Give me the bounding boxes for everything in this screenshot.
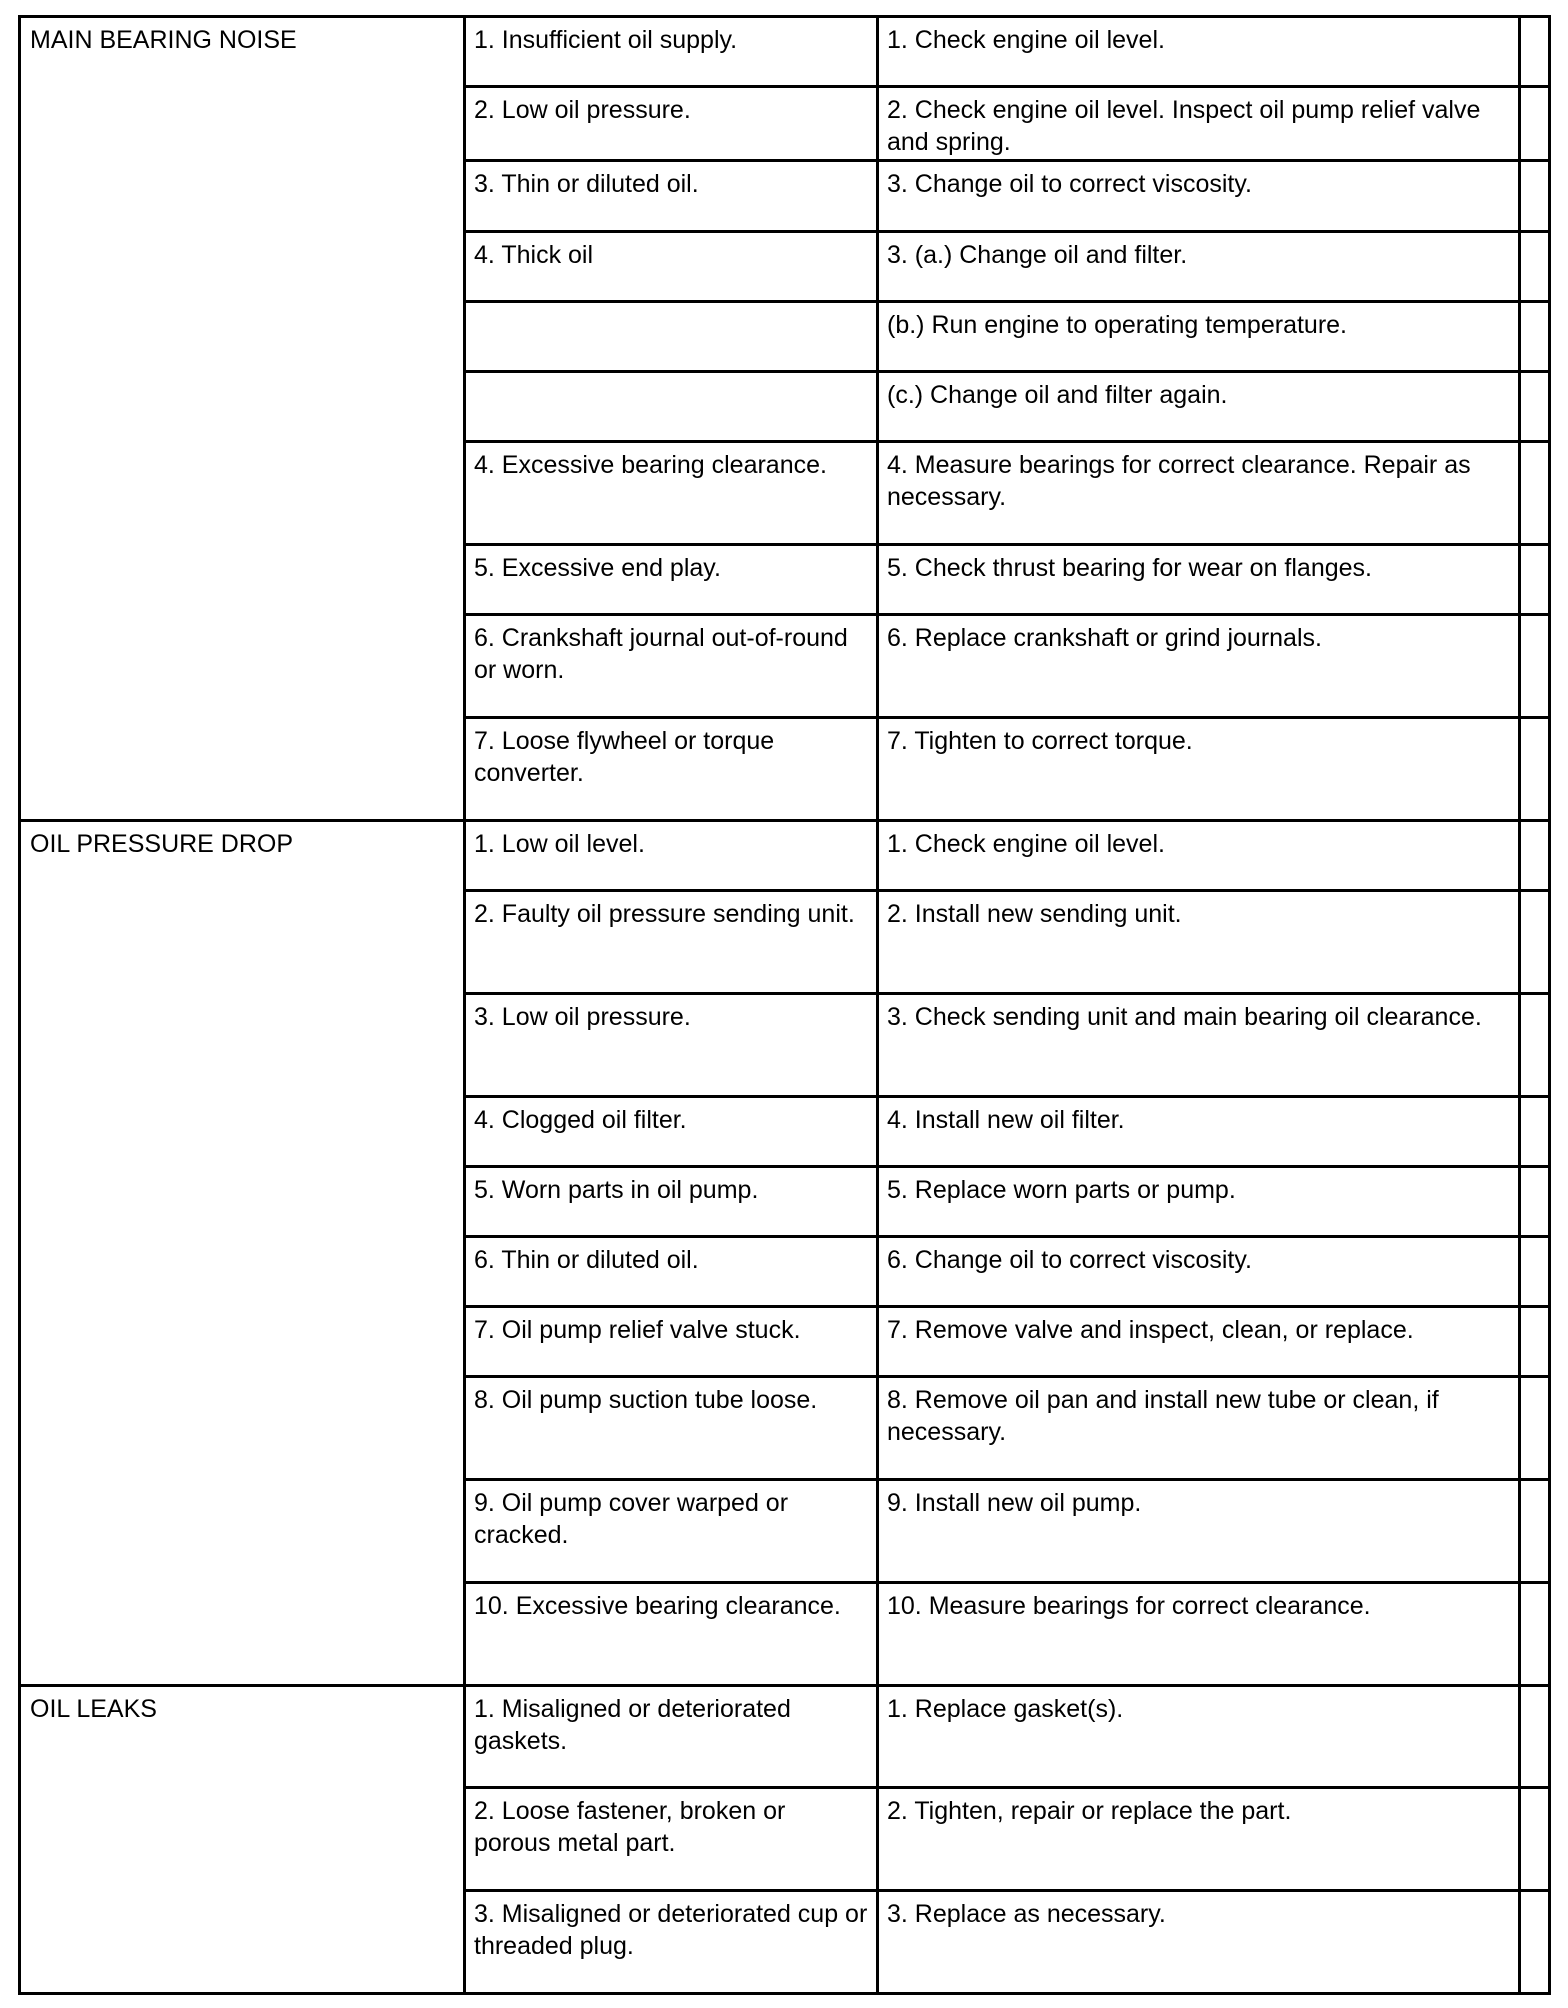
correction-cell: (c.) Change oil and filter again.: [878, 372, 1520, 442]
correction-cell: 2. Tighten, repair or replace the part.: [878, 1788, 1520, 1891]
cause-cell: 3. Low oil pressure.: [465, 993, 878, 1096]
cause-cell: 2. Low oil pressure.: [465, 87, 878, 161]
condition-cell: MAIN BEARING NOISE: [20, 17, 465, 821]
condition-cell: OIL PRESSURE DROP: [20, 820, 465, 1685]
cause-cell: 5. Excessive end play.: [465, 545, 878, 615]
cause-cell: 7. Loose flywheel or torque converter.: [465, 718, 878, 821]
cause-cell: 8. Oil pump suction tube loose.: [465, 1377, 878, 1480]
cause-cell: 3. Misaligned or deteriorated cup or threaded plug.: [465, 1891, 878, 1994]
correction-cell: 3. Change oil to correct viscosity.: [878, 161, 1520, 231]
cause-cell: 1. Insufficient oil supply.: [465, 17, 878, 87]
correction-cell: 4. Install new oil filter.: [878, 1096, 1520, 1166]
correction-cell: 1. Replace gasket(s).: [878, 1685, 1520, 1788]
cause-cell: 6. Crankshaft journal out-of-round or worn.: [465, 615, 878, 718]
correction-cell: 7. Remove valve and inspect, clean, or replace.: [878, 1307, 1520, 1377]
diagnosis-table: [18, 15, 1551, 1995]
spacer-cell: [1520, 17, 1550, 87]
cause-cell: 6. Thin or diluted oil.: [465, 1236, 878, 1306]
cause-cell: 1. Low oil level.: [465, 820, 878, 890]
cause-cell: 3. Thin or diluted oil.: [465, 161, 878, 231]
correction-cell: 5. Replace worn parts or pump.: [878, 1166, 1520, 1236]
spacer-cell: [1520, 545, 1550, 615]
spacer-cell: [1520, 1685, 1550, 1788]
correction-cell: 9. Install new oil pump.: [878, 1480, 1520, 1583]
correction-cell: 1. Check engine oil level.: [878, 17, 1520, 87]
spacer-cell: [1520, 1096, 1550, 1166]
cause-cell: 5. Worn parts in oil pump.: [465, 1166, 878, 1236]
correction-cell: 8. Remove oil pan and install new tube or clean, if necessary.: [878, 1377, 1520, 1480]
correction-cell: 2. Install new sending unit.: [878, 890, 1520, 993]
spacer-cell: [1520, 1307, 1550, 1377]
correction-cell: 3. (a.) Change oil and filter.: [878, 231, 1520, 301]
correction-cell: 2. Check engine oil level. Inspect oil pump relief valve and spring.: [878, 87, 1520, 161]
spacer-cell: [1520, 301, 1550, 371]
correction-cell: 4. Measure bearings for correct clearance. Repair as necessary.: [878, 442, 1520, 545]
cause-cell: [465, 301, 878, 371]
spacer-cell: [1520, 1377, 1550, 1480]
spacer-cell: [1520, 442, 1550, 545]
table-row: [20, 820, 1550, 890]
table-row: [20, 17, 1550, 87]
spacer-cell: [1520, 993, 1550, 1096]
cause-cell: 2. Faulty oil pressure sending unit.: [465, 890, 878, 993]
spacer-cell: [1520, 1166, 1550, 1236]
spacer-cell: [1520, 161, 1550, 231]
correction-cell: 10. Measure bearings for correct clearance.: [878, 1582, 1520, 1685]
cause-cell: 4. Clogged oil filter.: [465, 1096, 878, 1166]
correction-cell: 6. Replace crankshaft or grind journals.: [878, 615, 1520, 718]
correction-cell: 5. Check thrust bearing for wear on flanges.: [878, 545, 1520, 615]
correction-cell: 3. Replace as necessary.: [878, 1891, 1520, 1994]
cause-cell: 9. Oil pump cover warped or cracked.: [465, 1480, 878, 1583]
cause-cell: 10. Excessive bearing clearance.: [465, 1582, 878, 1685]
spacer-cell: [1520, 1480, 1550, 1583]
table-row: [20, 1685, 1550, 1788]
cause-cell: 1. Misaligned or deteriorated gaskets.: [465, 1685, 878, 1788]
spacer-cell: [1520, 1788, 1550, 1891]
correction-cell: 1. Check engine oil level.: [878, 820, 1520, 890]
spacer-cell: [1520, 1582, 1550, 1685]
cause-cell: 2. Loose fastener, broken or porous metal part.: [465, 1788, 878, 1891]
spacer-cell: [1520, 372, 1550, 442]
cause-cell: 4. Thick oil: [465, 231, 878, 301]
spacer-cell: [1520, 1236, 1550, 1306]
spacer-cell: [1520, 718, 1550, 821]
spacer-cell: [1520, 231, 1550, 301]
correction-cell: (b.) Run engine to operating temperature.: [878, 301, 1520, 371]
correction-cell: 7. Tighten to correct torque.: [878, 718, 1520, 821]
spacer-cell: [1520, 615, 1550, 718]
cause-cell: 7. Oil pump relief valve stuck.: [465, 1307, 878, 1377]
cause-cell: 4. Excessive bearing clearance.: [465, 442, 878, 545]
correction-cell: 6. Change oil to correct viscosity.: [878, 1236, 1520, 1306]
spacer-cell: [1520, 87, 1550, 161]
spacer-cell: [1520, 1891, 1550, 1994]
condition-cell: OIL LEAKS: [20, 1685, 465, 1993]
spacer-cell: [1520, 820, 1550, 890]
cause-cell: [465, 372, 878, 442]
spacer-cell: [1520, 890, 1550, 993]
diagnosis-table-body: [20, 17, 1550, 1994]
correction-cell: 3. Check sending unit and main bearing oil clearance.: [878, 993, 1520, 1096]
